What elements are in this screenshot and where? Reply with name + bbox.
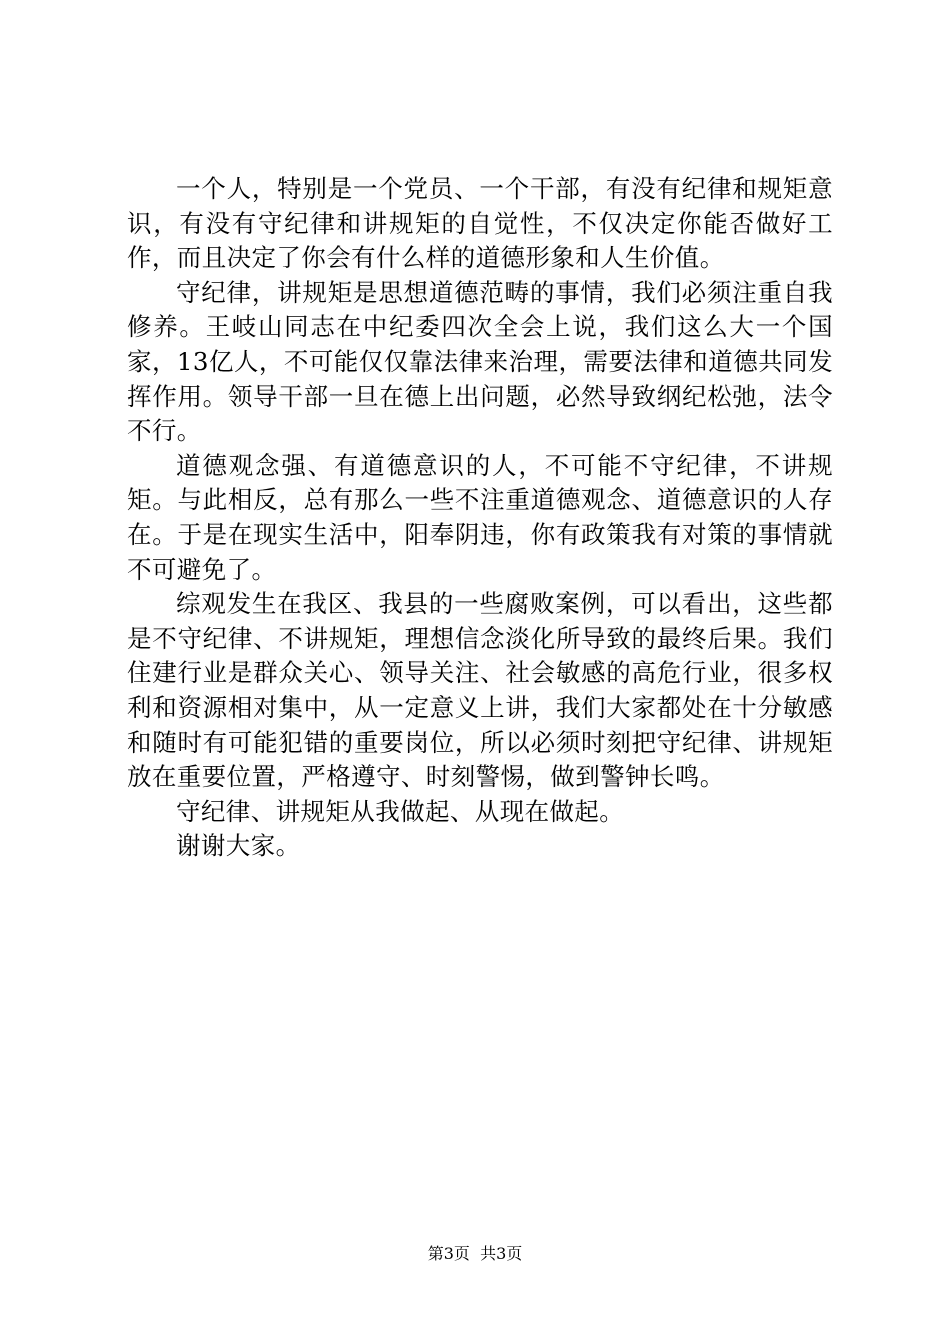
page-number-label: 第3页 共3页 (427, 1244, 523, 1263)
paragraph-1: 一个人，特别是一个党员、一个干部，有没有纪律和规矩意识，有没有守纪律和讲规矩的自觉性，不仅决定你能否做好工作，而且决定了你会有什么样的道德形象和人生价值。 (127, 174, 833, 273)
paragraph-6: 谢谢大家。 (176, 831, 301, 861)
paragraph-4: 综观发生在我区、我县的一些腐败案例，可以看出，这些都是不守纪律、不讲规矩，理想信念淡化所导致的最终后果。我们住建行业是群众关心、领导关注、社会敏感的高危行业，很多权利和资源相对集中，从一定意义上讲，我们大家都处在十分敏感和随时有可能犯错的重要岗位，所以必须时刻把守纪律、讲规矩放在重要位置，严格遵守、时刻警惕，做到警钟长鸣。 (127, 589, 833, 792)
page-footer (0, 1243, 950, 1265)
paragraph-2: 守纪律，讲规矩是思想道德范畴的事情，我们必须注重自我修养。王岐山同志在中纪委四次全会上说，我们这么大一个国家，13亿人，不可能仅仅靠法律来治理，需要法律和道德共同发挥作用。领导干部一旦在德上出问题，必然导致纲纪松弛，法令不行。 (127, 277, 833, 446)
paragraph-5: 守纪律、讲规矩从我做起、从现在做起。 (176, 796, 625, 826)
document-body (127, 172, 833, 864)
paragraph-3: 道德观念强、有道德意识的人，不可能不守纪律，不讲规矩。与此相反，总有那么一些不注重道德观念、道德意识的人存在。于是在现实生活中，阳奉阴违，你有政策我有对策的事情就不可避免了。 (127, 450, 833, 584)
